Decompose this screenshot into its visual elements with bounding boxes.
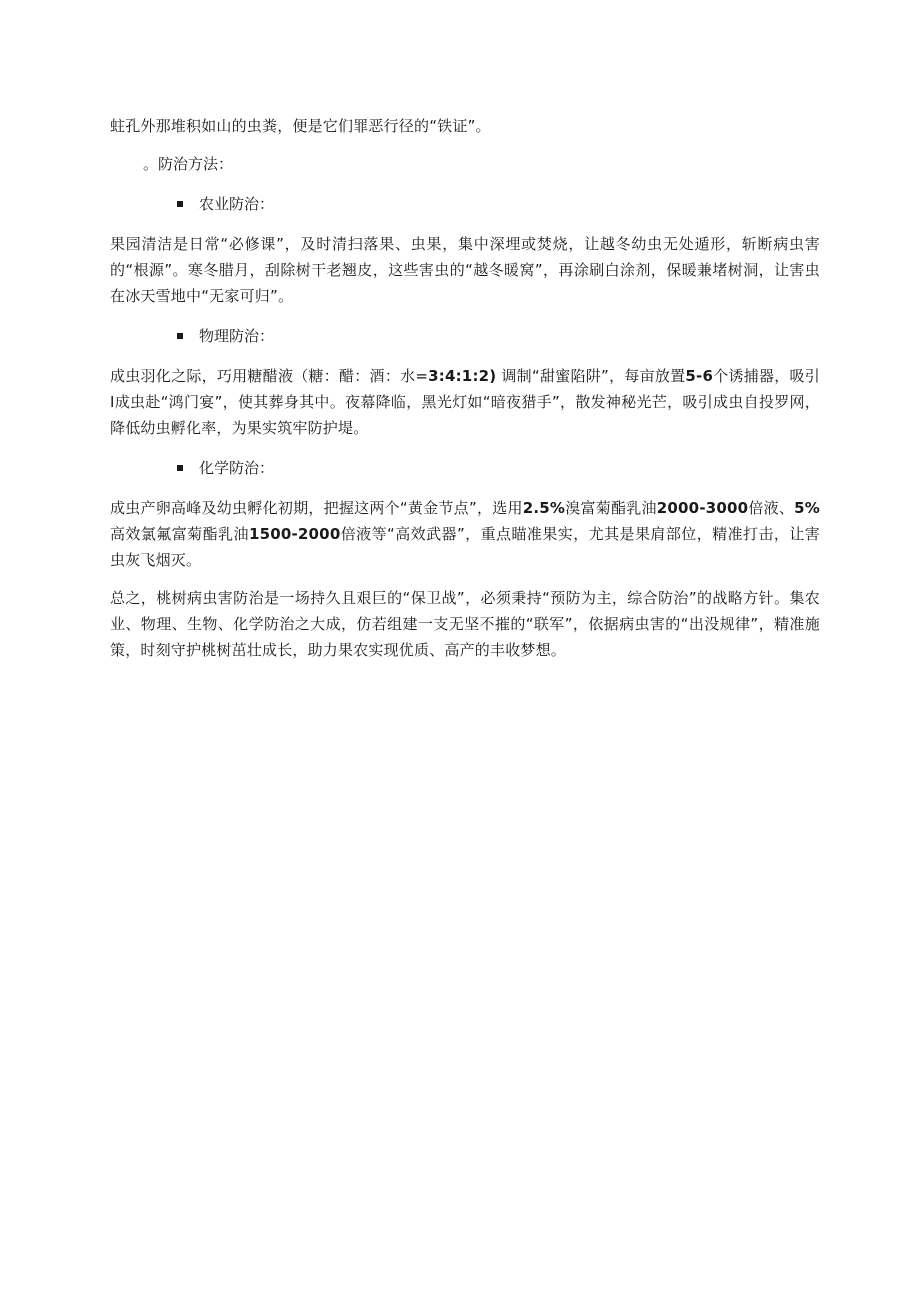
chem-text-5: 倍液等“高效武器”，重点瞄准果实，尤其是果肩部位，精准打击，让害虫灰飞烟灭。 xyxy=(110,525,820,569)
chem-text-3: 倍液、 xyxy=(748,499,795,517)
phys-text-3: 个诱捕器，吸引I成虫赴“鸿门宴”，使其葬身其中。夜幕降临，黑光灯如“暗夜猎手”，散发神秘光芒，吸引成虫自投罗网，降低幼虫孵化率，为果实筑牢防护堤。 xyxy=(110,367,821,437)
square-bullet-icon xyxy=(177,333,183,339)
square-bullet-icon xyxy=(177,465,183,471)
chem-text-2: 溴富菊酯乳油 xyxy=(565,499,657,517)
square-bullet-icon xyxy=(177,201,183,207)
chem-ratio-2: 1500-2000 xyxy=(248,525,341,543)
conclusion-paragraph: 总之，桃树病虫害防治是一场持久且艰巨的“保卫战”，必须秉持“预防为主，综合防治”的战略方针。集农业、物理、生物、化学防治之大成，仿若组建一支无坚不摧的“联军”，依据病虫害的“出没规律”，精准施策，时刻守护桃树茁壮成长，助力果农实现优质、高产的丰收梦想。 xyxy=(110,589,820,659)
chem-text-4: 高效氯氟富菊酯乳油 xyxy=(110,525,249,543)
chem-text-1: 成虫产卵高峰及幼虫孵化初期，把握这两个“黄金节点”，选用 xyxy=(110,499,523,517)
chem-ratio-1: 2000-3000 xyxy=(656,499,749,517)
document-body xyxy=(110,113,820,663)
chem-heading: 化学防治： xyxy=(199,459,275,477)
chem-dose-2: 5% xyxy=(794,499,820,517)
phys-heading-item xyxy=(177,323,820,349)
phys-count: 5-6 xyxy=(685,367,714,385)
chem-heading-item xyxy=(177,455,820,481)
phys-text-2: 调制“甜蜜陷阱”，每亩放置 xyxy=(501,367,686,385)
intro-paragraph-tail: 蛀孔外那堆积如山的虫粪，便是它们罪恶行径的“铁证”。 xyxy=(110,117,491,135)
agri-heading-item xyxy=(177,191,820,217)
method-heading: 。防治方法： xyxy=(143,155,234,173)
chem-dose-1: 2.5% xyxy=(522,499,566,517)
phys-ratio: 3:4:1:2) xyxy=(428,367,497,385)
phys-heading: 物理防治： xyxy=(199,327,275,345)
phys-paragraph xyxy=(110,363,820,441)
chem-paragraph xyxy=(110,495,820,573)
agri-heading: 农业防治： xyxy=(199,195,275,213)
agri-paragraph: 果园清洁是日常“必修课”，及时清扫落果、虫果，集中深埋或焚烧，让越冬幼虫无处遁形，斩断病虫害的“根源”。寒冬腊月，刮除树干老翘皮，这些害虫的“越冬暖窝”，再涂刷白涂剂，保暖兼堵树洞，让害虫在冰天雪地中“无家可归”。 xyxy=(110,235,820,305)
phys-text-1: 成虫羽化之际，巧用糖醋液（糖：醋：酒：水= xyxy=(110,367,429,385)
